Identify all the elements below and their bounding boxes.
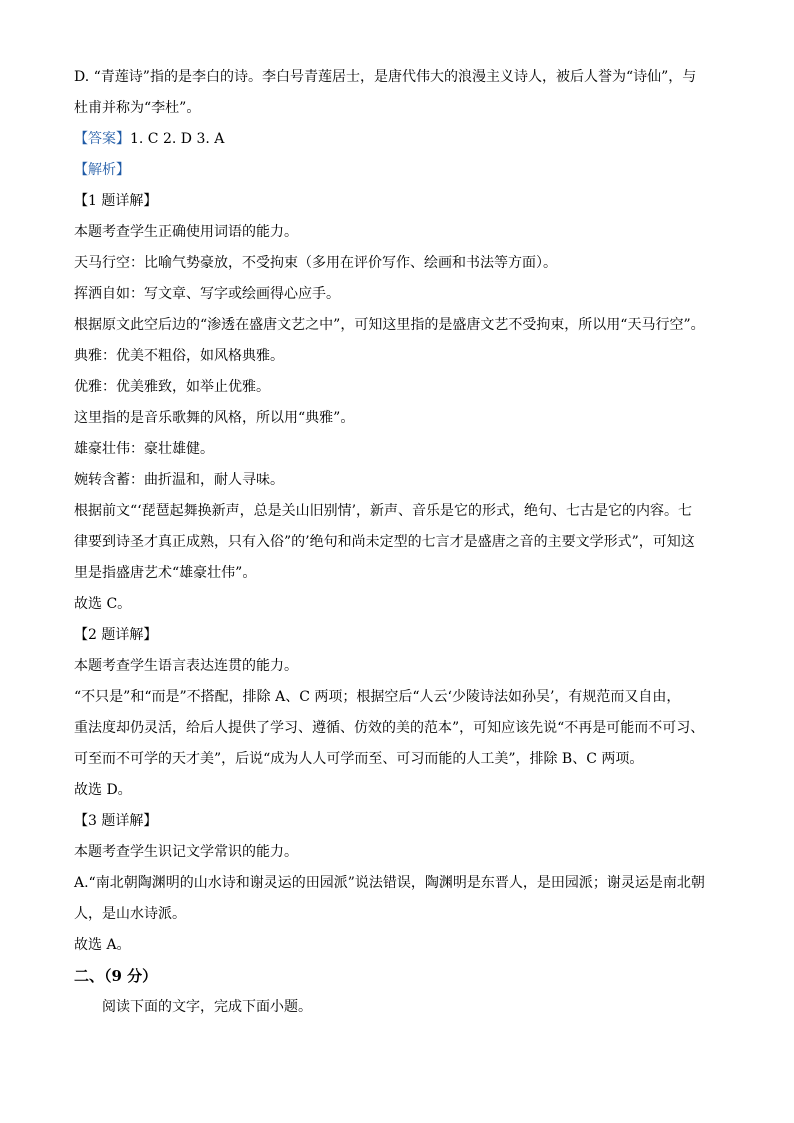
q1-text-3: 挥洒自如：写文章、写字或绘画得心应手。 — [74, 286, 340, 302]
q1-text-10: 根据前文“‘琵琶起舞换新声，总是关山旧别情’，新声、音乐是它的形式，绝句、七古是它的内容。七 — [74, 503, 693, 519]
q2-choice: 故选 D。 — [74, 782, 132, 798]
q3-heading: 【3 题详解】 — [74, 813, 158, 829]
q3-choice: 故选 A。 — [74, 937, 131, 953]
analysis-tag: 【解析】 — [74, 162, 130, 178]
q1-text-4: 根据原文此空后边的“渗透在盛唐文艺之中”，可知这里指的是盛唐文艺不受拘束，所以用“天马行空”。 — [74, 317, 705, 333]
q1-heading: 【1 题详解】 — [74, 193, 158, 209]
q3-text-1: 本题考查学生识记文学常识的能力。 — [74, 844, 298, 860]
q1-choice: 故选 C。 — [74, 596, 132, 612]
q1-text-8: 雄豪壮伟：豪壮雄健。 — [74, 441, 214, 457]
q2-heading: 【2 题详解】 — [74, 627, 158, 643]
reading-instruction: 阅读下面的文字，完成下面小题。 — [102, 999, 312, 1015]
q3-text-3: 人，是山水诗派。 — [74, 906, 186, 922]
q1-text-2: 天马行空：比喻气势豪放，不受拘束（多用在评价写作、绘画和书法等方面）。 — [74, 255, 557, 271]
q1-text-1: 本题考查学生正确使用词语的能力。 — [74, 224, 298, 240]
q1-text-9: 婉转含蓄：曲折温和，耐人寻味。 — [74, 472, 284, 488]
option-d-line-2: 杜甫并称为“李杜”。 — [74, 100, 201, 116]
q3-text-2: A.“南北朝陶渊明的山水诗和谢灵运的田园派”说法错误，陶渊明是东晋人，是田园派；谢灵运是南北朝 — [74, 875, 705, 891]
answer-line — [74, 124, 724, 155]
section-two-heading: 二、（9 分） — [74, 967, 158, 985]
q2-text-2: “不只是”和“而是”不搭配，排除 A、C 两项；根据空后“人云‘少陵诗法如孙吴’，有规范而又自由， — [74, 689, 681, 705]
q1-text-5: 典雅：优美不粗俗，如风格典雅。 — [74, 348, 284, 364]
q2-text-1: 本题考查学生语言表达连贯的能力。 — [74, 658, 298, 674]
q2-text-3: 重法度却仍灵活，给后人提供了学习、遵循、仿效的美的范本”，可知应该先说“不再是可能而不可习、 — [74, 720, 705, 736]
q1-text-7: 这里指的是音乐歌舞的风格，所以用“典雅”。 — [74, 410, 355, 426]
answer-values: 1. C 2. D 3. A — [130, 131, 225, 147]
q1-text-11: 律要到诗圣才真正成熟，只有入俗”的’绝句和尚未定型的七言才是盛唐之音的主要文学形式”，可知这 — [74, 534, 695, 550]
q1-text-6: 优雅：优美雅致，如举止优雅。 — [74, 379, 270, 395]
q1-text-12: 里是指盛唐艺术“雄豪壮伟”。 — [74, 565, 257, 581]
option-d-line-1: D. “青莲诗”指的是李白的诗。李白号青莲居士，是唐代伟大的浪漫主义诗人，被后人誉为“诗仙”，与 — [74, 69, 697, 85]
answer-tag: 【答案】 — [74, 131, 130, 147]
document-page — [74, 62, 724, 1023]
q2-text-4: 可至而不可学的天才美”，后说“成为人人可学而至、可习而能的人工美”，排除 B、C 两项。 — [74, 751, 644, 767]
